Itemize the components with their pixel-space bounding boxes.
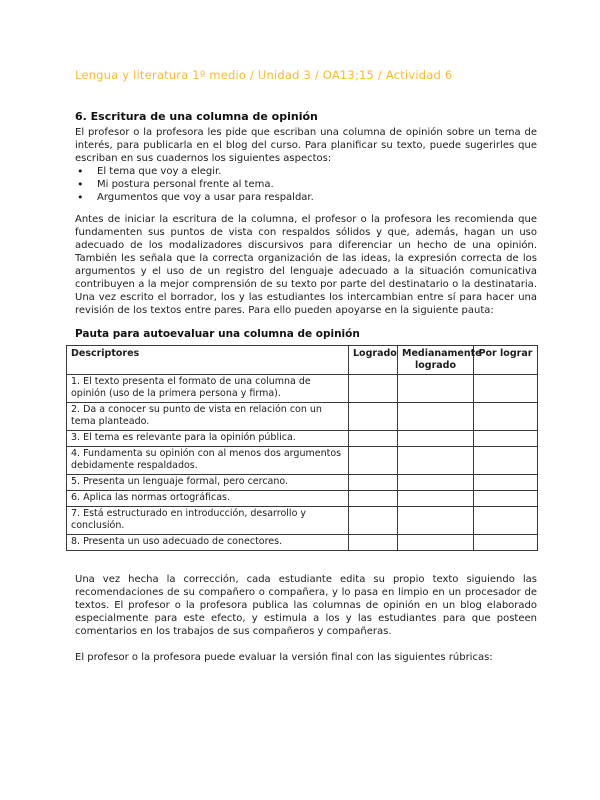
activity-heading: 6. Escritura de una columna de opinión [75,110,318,123]
table-row [67,535,538,551]
logrado-cell [349,403,398,431]
rubrics-closing-line: El profesor o la profesora puede evaluar la versión final con las siguientes rúbricas: [75,652,493,663]
logrado-cell [349,491,398,507]
breadcrumb: Lengua y literatura 1º medio / Unidad 3 / OA13;15 / Actividad 6 [75,68,453,82]
logrado-cell [349,535,398,551]
medianamente-logrado-cell [398,535,474,551]
medianamente-logrado-cell [398,507,474,535]
column-header-medianamente-logrado: Medianamente logrado [398,346,474,375]
table-row [67,403,538,431]
table-row [67,431,538,447]
por-lograr-cell [474,507,538,535]
column-header-por-lograr: Por lograr [474,346,538,375]
rubric-table-title: Pauta para autoevaluar una columna de opinión [75,328,360,340]
descriptor-cell: 4. Fundamenta su opinión con al menos dos argumentos debidamente respaldados. [67,447,349,475]
descriptor-cell: 6. Aplica las normas ortográficas. [67,491,349,507]
por-lograr-cell [474,403,538,431]
table-row [67,491,538,507]
table-row [67,447,538,475]
descriptor-cell: 2. Da a conocer su punto de vista en relación con un tema planteado. [67,403,349,431]
logrado-cell [349,375,398,403]
logrado-cell [349,475,398,491]
after-table-paragraph: Una vez hecha la corrección, cada estudiante edita su propio texto siguiendo las recomendaciones de su compañero o compañera, y lo pasa en limpio en un procesador de textos. El profesor o la profesora publica las columnas de opinión en un blog elaborado especialmente para este efecto, y estimula a los y las estudiantes para que posteen comentarios en los trabajos de sus compañeros y compañeras. [75,574,537,637]
descriptor-cell: 1. El texto presenta el formato de una columna de opinión (uso de la primera persona y firma). [67,375,349,403]
por-lograr-cell [474,447,538,475]
self-evaluation-table [66,345,538,551]
medianamente-logrado-cell [398,491,474,507]
logrado-cell [349,507,398,535]
por-lograr-cell [474,431,538,447]
medianamente-logrado-cell [398,403,474,431]
medianamente-logrado-cell [398,431,474,447]
list-item: • Argumentos que voy a usar para respaldar. [75,191,537,204]
logrado-cell [349,431,398,447]
logrado-cell [349,447,398,475]
por-lograr-cell [474,535,538,551]
planning-aspects-list [75,165,537,204]
descriptor-cell: 8. Presenta un uso adecuado de conectores. [67,535,349,551]
table-row [67,475,538,491]
medianamente-logrado-cell [398,475,474,491]
medianamente-logrado-cell [398,375,474,403]
before-table-paragraph: Antes de iniciar la escritura de la columna, el profesor o la profesora les recomienda que fundamenten sus puntos de vista con respaldos sólidos y que, además, hagan un uso adecuado de los modalizadores discursivos para diferenciar un hecho de una opinión. También les señala que la correcta organización de las ideas, la expresión correcta de los argumentos y el uso de un registro del lenguaje adecuado a la situación comunicativa contribuyen a la mejor comprensión de su texto por parte del destinatario o la destinataria. Una vez escrito el borrador, los y las estudiantes los intercambian entre sí para hacer una revisión de los textos entre pares. Para ello pueden apoyarse en la siguiente pauta: [75,214,537,316]
list-item: • Mi postura personal frente al tema. [75,178,537,191]
intro-paragraph: El profesor o la profesora les pide que escriban una columna de opinión sobre un tema de interés, para publicarla en el blog del curso. Para planificar su texto, puede sugerirles que escriban en sus cuadernos los siguientes aspectos: [75,127,537,164]
table-header-row [67,346,538,375]
table-row [67,507,538,535]
descriptor-cell: 3. El tema es relevante para la opinión pública. [67,431,349,447]
column-header-descriptores: Descriptores [67,346,349,375]
descriptor-cell: 7. Está estructurado en introducción, desarrollo y conclusión. [67,507,349,535]
por-lograr-cell [474,491,538,507]
column-header-logrado: Logrado [349,346,398,375]
descriptor-cell: 5. Presenta un lenguaje formal, pero cercano. [67,475,349,491]
medianamente-logrado-cell [398,447,474,475]
list-item: • El tema que voy a elegir. [75,165,537,178]
por-lograr-cell [474,475,538,491]
table-row [67,375,538,403]
por-lograr-cell [474,375,538,403]
